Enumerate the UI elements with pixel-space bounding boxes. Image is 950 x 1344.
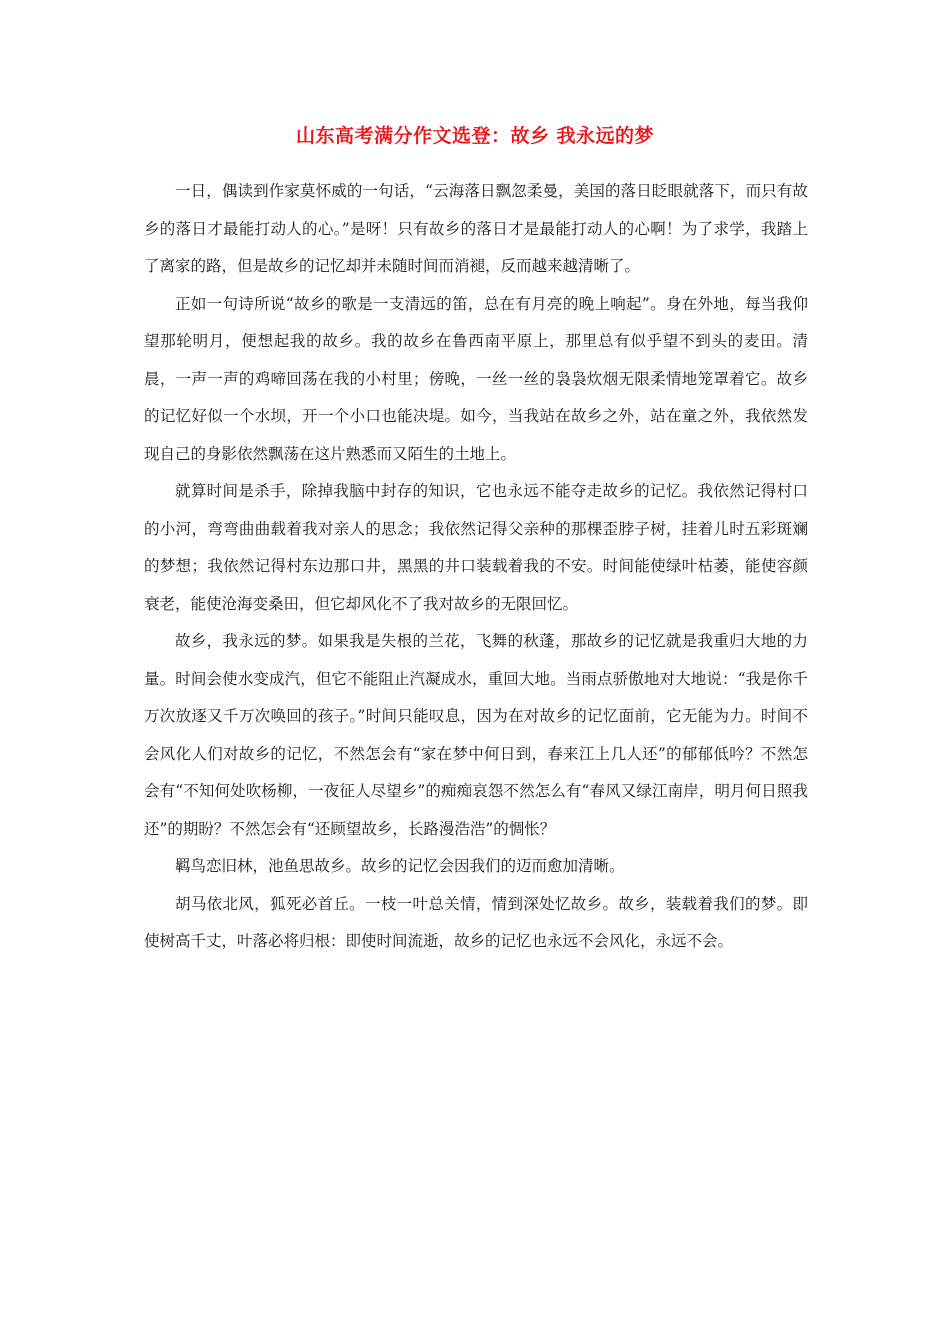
document-body: [144, 173, 808, 961]
document-title: 山东高考满分作文选登：故乡 我永远的梦: [295, 125, 655, 147]
paragraph-2: 正如一句诗所说“故乡的歌是一支清远的笛，总在有月亮的晚上响起”。身在外地，每当我仰望那轮明月，便想起我的故乡。我的故乡在鲁西南平原上，那里总有似乎望不到头的麦田。清晨，一声一声的鸡啼回荡在我的小村里；傍晚，一丝一丝的袅袅炊烟无限柔情地笼罩着它。故乡的记忆好似一个水坝，开一个小口也能决堤。如今，当我站在故乡之外，站在童之外，我依然发现自己的身影依然飘荡在这片熟悉而又陌生的土地上。: [144, 294, 808, 463]
paragraph-4: 故乡，我永远的梦。如果我是失根的兰花，飞舞的秋蓬，那故乡的记忆就是我重归大地的力量。时间会使水变成汽，但它不能阻止汽凝成水，重回大地。当雨点骄傲地对大地说：“我是你千万次放逐又千万次唤回的孩子。”时间只能叹息，因为在对故乡的记忆面前，它无能为力。时间不会风化人们对故乡的记忆，不然怎会有“家在梦中何日到，春来江上几人还”的郁郁低吟？不然怎会有“不知何处吹杨柳，一夜征人尽望乡”的痴痴哀怨不然怎么有“春风又绿江南岸，明月何日照我还”的期盼？不然怎会有“还顾望故乡，长路漫浩浩”的惆怅？: [144, 632, 808, 838]
paragraph-3: 就算时间是杀手，除掉我脑中封存的知识，它也永远不能夺走故乡的记忆。我依然记得村口的小河，弯弯曲曲载着我对亲人的思念；我依然记得父亲种的那棵歪脖子树，挂着儿时五彩斑斓的梦想；我依然记得村东边那口井，黑黑的井口装载着我的不安。时间能使绿叶枯萎，能使容颜衰老，能使沧海变桑田，但它却风化不了我对故乡的无限回忆。: [144, 482, 808, 613]
paragraph-1: 一日，偶读到作家莫怀威的一句话，“云海落日飘忽柔曼，美国的落日眨眼就落下，而只有故乡的落日才最能打动人的心。”是呀！只有故乡的落日才是最能打动人的心啊！为了求学，我踏上了离家的路，但是故乡的记忆却并未随时间而消褪，反而越来越清晰了。: [144, 182, 808, 275]
paragraph-5: 羁鸟恋旧林，池鱼思故乡。故乡的记忆会因我们的迈而愈加清晰。: [175, 857, 625, 875]
paragraph-6: 胡马依北风，狐死必首丘。一枝一叶总关情，情到深处忆故乡。故乡，装载着我们的梦。即使树高千丈，叶落必将归根：即使时间流逝，故乡的记忆也永远不会风化，永远不会。: [144, 894, 808, 950]
